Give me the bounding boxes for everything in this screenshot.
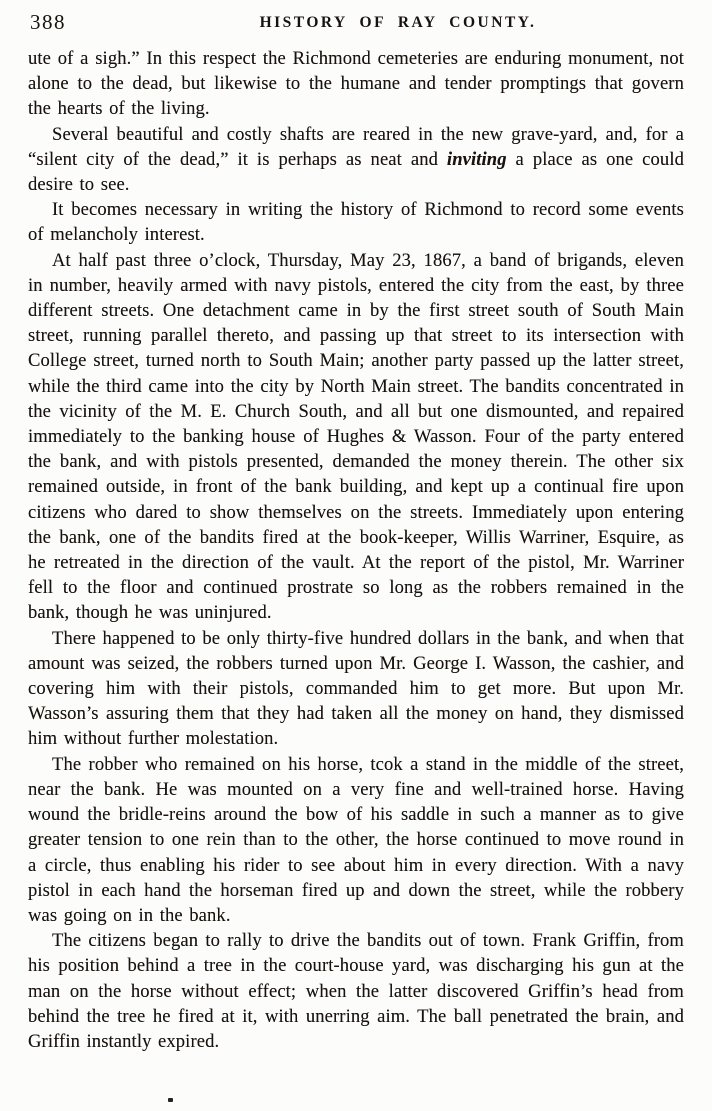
page-body bbox=[28, 46, 684, 1054]
running-title: HISTORY OF RAY COUNTY. bbox=[259, 14, 537, 31]
paragraph-4: At half past three o’clock, Thursday, May 23, 1867, a band of brigands, eleven in number, heavily armed with navy pistols, entered the city from the east, by three different streets. One detachment came in by the first street south of South Main street, running parallel thereto, and passing up that street to its intersection with College street, turned north to South Main; another party passed up the latter street, while the third came into the city by North Main street. The bandits concentrated in the vicinity of the M. E. Church South, and all but one dismounted, and repaired immediately to the banking house of Hughes & Wasson. Four of the party entered the bank, and with pistols presented, demanded the money therein. The other six remained outside, in front of the bank building, and kept up a continual fire upon citizens who dared to show themselves on the streets. Immediately upon entering the bank, one of the bandits fired at the book-keeper, Willis Warriner, Esquire, as he retreated in the direction of the vault. At the report of the pistol, Mr. Warriner fell to the floor and continued prostrate so long as the robbers remained in the bank, though he was uninjured. bbox=[28, 249, 684, 624]
page-number: 388 bbox=[30, 10, 66, 34]
paragraph-2 bbox=[28, 122, 684, 198]
paragraph-2-text-before: Several beautiful and costly shafts are reared in the new grave-yard, and, for a “silent city of the dead,” it is perhaps as neat and bbox=[28, 123, 684, 170]
paragraph-2-text-after: a place as one could desire to see. bbox=[28, 148, 684, 196]
ink-speck bbox=[168, 1098, 173, 1102]
italic-word: inviting bbox=[446, 148, 507, 170]
paragraph-5: There happened to be only thirty-five hundred dollars in the bank, and when that amount was seized, the robbers turned upon Mr. George I. Wasson, the cashier, and covering him with their pistols, commanded him to get more. But upon Mr. Wasson’s assuring them that they had taken all the money on hand, they dismissed him without further molestation. bbox=[28, 627, 684, 750]
paragraph-6: The robber who remained on his horse, tcok a stand in the middle of the street, near the bank. He was mounted on a very fine and well-trained horse. Having wound the bridle-reins around the bow of his saddle in such a manner as to give greater tension to one rein than to the other, the horse continued to move round in a circle, thus enabling his rider to see about him in every direction. With a navy pistol in each hand the horseman fired up and down the street, while the robbery was going on in the bank. bbox=[28, 753, 684, 926]
paragraph-7: The citizens began to rally to drive the bandits out of town. Frank Griffin, from his position behind a tree in the court-house yard, was discharging his gun at the man on the horse without effect; when the latter discovered Griffin’s head from behind the tree he fired at it, with unerring aim. The ball penetrated the brain, and Griffin instantly expired. bbox=[28, 930, 684, 1052]
paragraph-1: ute of a sigh.” In this respect the Richmond cemeteries are enduring monument, not alone to the dead, but likewise to the humane and tender promptings that govern the hearts of the living. bbox=[28, 48, 684, 120]
paragraph-3: It becomes necessary in writing the history of Richmond to record some events of melancholy interest. bbox=[28, 199, 684, 246]
page-header bbox=[28, 10, 684, 38]
